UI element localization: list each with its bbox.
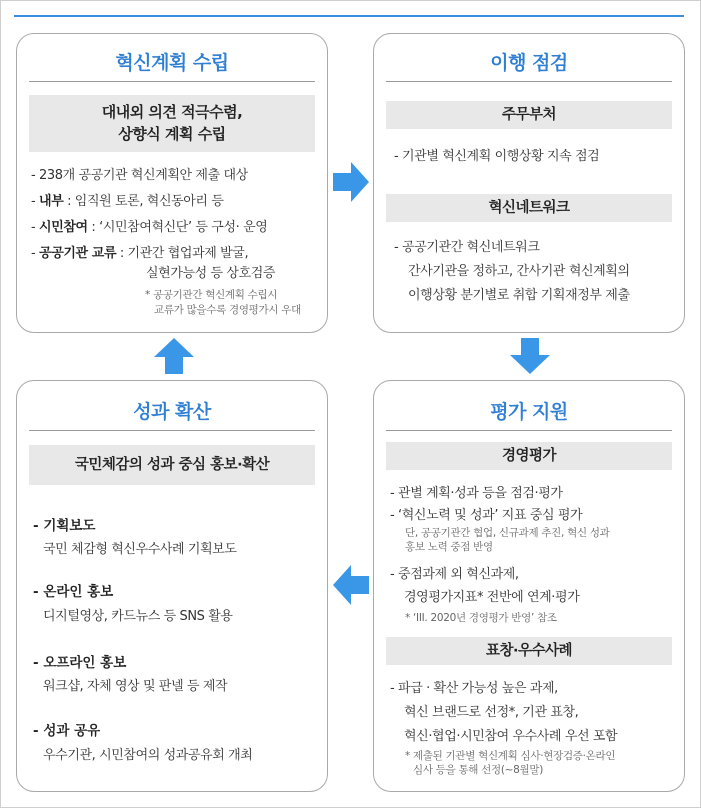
eval-note-4a: * 제출된 기관별 혁신계획 심사·현장검증·온라인 [405, 750, 616, 762]
eval-item-4-line3: 혁신·협업·시민참여 우수사례 우선 포함 [404, 729, 618, 744]
plan-item-3-label: 시민참여 [39, 220, 88, 235]
eval-item-3: - 중점과제 외 혁신과제, [390, 567, 519, 582]
plan-item-4: - 공공기관 교류 : 기관간 협업과제 발굴, [31, 246, 249, 261]
plan-title: 혁신계획 수립 [115, 52, 229, 74]
plan-box [16, 33, 328, 333]
spread-title: 성과 확산 [133, 401, 211, 423]
spread-heading-4: - 성과 공유 [33, 723, 101, 739]
eval-band-1: 경영평가 [386, 442, 672, 470]
plan-item-4-cont: 실현가능성 등 상호검증 [146, 266, 276, 281]
spread-box [16, 380, 328, 792]
spread-text-2: 디지털영상, 카드뉴스 등 SNS 활용 [43, 609, 233, 624]
spread-heading-3: - 오프라인 홍보 [33, 655, 127, 671]
plan-title-rule [29, 81, 315, 82]
eval-note-2b: 홍보 노력 중점 반영 [405, 541, 493, 553]
spread-heading-2: - 온라인 홍보 [33, 584, 114, 600]
eval-item-4: - 파급 · 확산 가능성 높은 과제, [390, 681, 558, 696]
spread-text-4: 우수기관, 시민참여의 성과공유회 개최 [43, 748, 253, 763]
check-title: 이행 점검 [490, 52, 568, 74]
plan-band-line1: 대내외 의견 적극수렴, [101, 103, 243, 121]
eval-item-1: - 관별 계획·성과 등을 점검·평가 [390, 486, 563, 501]
arrow-down-icon [510, 338, 550, 374]
arrow-up-icon [154, 338, 194, 374]
spread-heading-1: - 기획보도 [33, 518, 96, 534]
spread-text-3: 워크샵, 자체 영상 및 판넬 등 제작 [43, 679, 228, 694]
eval-item-2: - ‘혁신노력 및 성과’ 지표 중심 평가 [390, 508, 583, 523]
eval-note-3: * ‘III. 2020년 경영평가 반영’ 참조 [405, 612, 557, 624]
spread-title-rule [29, 430, 315, 431]
eval-item-4-line2: 혁신 브랜드로 선정*, 기관 표창, [404, 705, 579, 720]
arrow-left-icon [333, 565, 369, 605]
check-box [373, 33, 685, 333]
check-item-1: - 기관별 혁신계획 이행상황 지속 점검 [394, 149, 600, 164]
eval-note-2a: 단, 공공기관간 협업, 신규과제 추진, 혁신 성과 [405, 527, 610, 539]
check-item-2-line3: 이행상황 분기별로 취합 기획재정부 제출 [408, 288, 630, 303]
eval-item-3-line2: 경영평가지표* 전반에 연계·평가 [404, 590, 580, 605]
spread-band: 국민체감의 성과 중심 홍보·확산 [29, 445, 315, 485]
plan-item-3: - 시민참여 : ‘시민참여혁신단’ 등 구성· 운영 [31, 220, 268, 235]
plan-item-2: - 내부 : 임직원 토론, 혁신동아리 등 [31, 194, 224, 209]
plan-band-line2: 상향식 계획 수립 [118, 125, 226, 143]
eval-box [373, 380, 685, 792]
plan-item-1: - 238개 공공기관 혁신계획안 제출 대상 [31, 168, 248, 183]
eval-title: 평가 지원 [490, 401, 568, 423]
check-title-rule [386, 81, 672, 82]
arrow-right-icon [333, 162, 369, 202]
plan-item-4-label: 공공기관 교류 [39, 246, 117, 261]
spread-text-1: 국민 체감형 혁신우수사례 기획보도 [43, 542, 237, 557]
plan-item-2-label: 내부 [39, 194, 64, 209]
eval-title-rule [386, 430, 672, 431]
plan-band [29, 95, 315, 152]
eval-note-4b: 심사 등을 통해 선정(~8월말) [413, 764, 544, 776]
plan-note-1: * 공공기관간 혁신계획 수립시 [145, 289, 278, 301]
eval-band-2: 표창·우수사례 [386, 637, 672, 665]
check-item-2-line2: 간사기관을 정하고, 간사기관 혁신계획의 [408, 264, 630, 279]
check-band-1: 주무부처 [386, 101, 672, 129]
top-rule [14, 15, 684, 17]
plan-note-2: 교류가 많을수록 경영평가시 우대 [154, 304, 301, 316]
check-item-2: - 공공기관간 혁신네트워크 [394, 240, 540, 255]
check-band-2: 혁신네트워크 [386, 194, 672, 222]
